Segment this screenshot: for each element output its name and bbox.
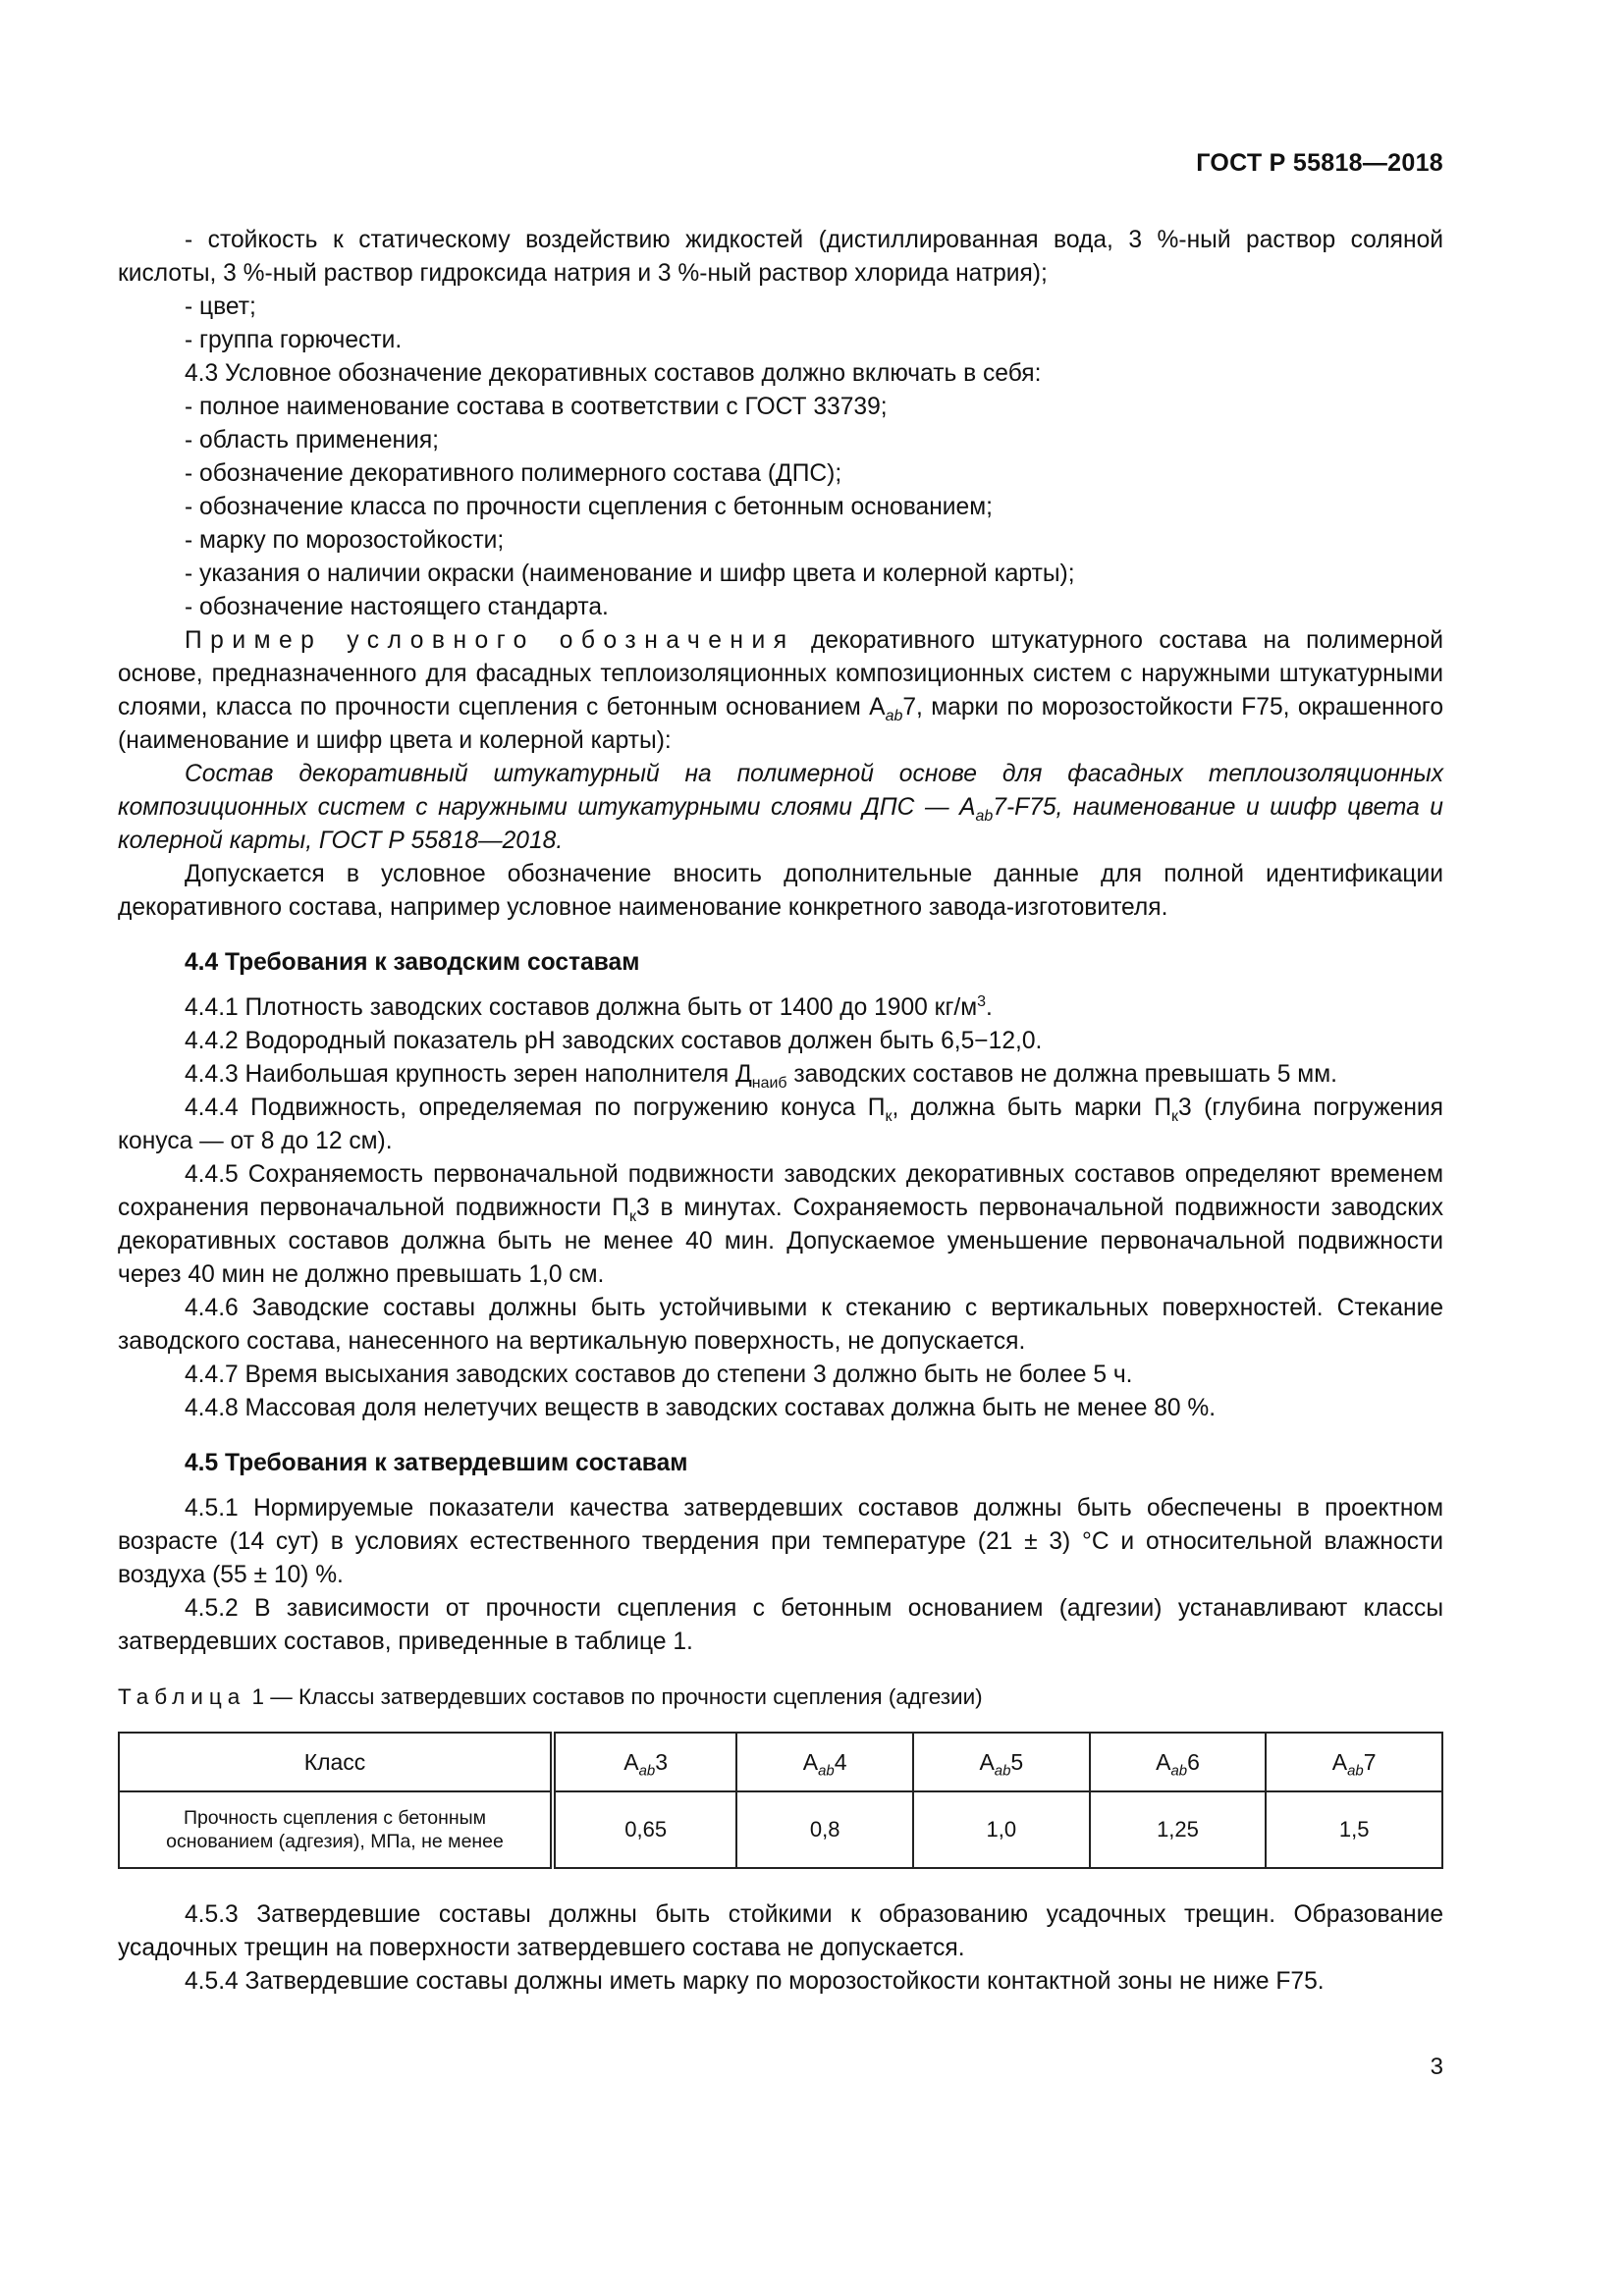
table-row [119, 1791, 1442, 1868]
paragraph-4-4-6: 4.4.6 Заводские составы должны быть устойчивыми к стеканию с вертикальных поверхностей. Стекание заводского состава, нанесенного на вертикальную поверхность, не допускается. [118, 1295, 1443, 1355]
table-caption: Таблица 1 — Классы затвердевших составов по прочности сцепления (адгезии) [118, 1684, 983, 1709]
list-item: - группа горючести. [185, 327, 403, 353]
class-cell: $A_{ab}7$ [1266, 1733, 1442, 1791]
list-item: - обозначение класса по прочности сцепления с бетонным основанием; [185, 494, 993, 520]
list-item: - марку по морозостойкости; [185, 527, 505, 554]
page-number: 3 [1430, 2054, 1443, 2080]
paragraph-4-4-7: 4.4.7 Время высыхания заводских составов до степени 3 должно быть не более 5 ч. [185, 1362, 1133, 1388]
page-content [118, 224, 1443, 1999]
value-cell: 1,25 [1090, 1791, 1267, 1868]
value-cell: 1,5 [1266, 1791, 1442, 1868]
paragraph-4-5-2: 4.5.2 В зависимости от прочности сцепления с бетонным основанием (адгезии) устанавливают классы затвердевших составов, приведенные в таблице 1. [118, 1595, 1443, 1655]
value-cell: 1,0 [913, 1791, 1090, 1868]
paragraph-4-5-1: 4.5.1 Нормируемые показатели качества затвердевших составов должны быть обеспечены в проектном возрасте (14 сут) в условиях естественного твердения при температуре (21 ± 3) °С и относительной влажности воздуха (55 ± 10) %. [118, 1495, 1443, 1588]
paragraph-allowed: Допускается в условное обозначение вносить дополнительные данные для полной идентификации декоративного состава, например условное наименование конкретного завода-изготовителя. [118, 861, 1443, 921]
paragraph-4-5-3: 4.5.3 Затвердевшие составы должны быть стойкими к образованию усадочных трещин. Образование усадочных трещин на поверхности затвердевшего состава не допускается. [118, 1901, 1443, 1961]
class-cell: $A_{ab}5$ [913, 1733, 1090, 1791]
list-item: - указания о наличии окраски (наименование и шифр цвета и колерной карты); [185, 561, 1075, 587]
section-heading-4-5: 4.5 Требования к затвердевшим составам [185, 1450, 688, 1476]
section-heading-4-4: 4.4 Требования к заводским составам [185, 949, 640, 976]
paragraph-4-4-8: 4.4.8 Массовая доля нелетучих веществ в заводских составах должна быть не менее 80 %. [185, 1395, 1217, 1421]
list-item: - обозначение настоящего стандарта. [185, 594, 609, 620]
class-cell: $A_{ab}3$ [553, 1733, 736, 1791]
table-row [119, 1733, 1442, 1791]
list-item: - стойкость к статическому воздействию жидкостей (дистиллированная вода, 3 %-ный раствор соляной кислоты, 3 %-ный раствор гидроксида натрия и 3 %-ный раствор хлорида натрия); [118, 227, 1443, 287]
value-cell: 0,8 [736, 1791, 913, 1868]
paragraph-4-4-5: 4.4.5 Сохраняемость первоначальной подвижности заводских декоративных составов определяют временем сохранения первоначальной подвижности $П_к3$ в минутах. Сохраняемость первоначальной подвижности заводских декоративных составов должна быть не менее 40 мин. Допускаемое уменьшение первоначальной подвижности через 40 мин не должно превышать 1,0 см. [118, 1161, 1443, 1288]
paragraph-4-5-4: 4.5.4 Затвердевшие составы должны иметь марку по морозостойкости контактной зоны не ниже F75. [185, 1968, 1325, 1995]
paragraph-4-4-2: 4.4.2 Водородный показатель pH заводских составов должен быть 6,5−12,0. [185, 1028, 1043, 1054]
document-header: ГОСТ Р 55818—2018 [1196, 149, 1443, 177]
class-cell: $A_{ab}4$ [736, 1733, 913, 1791]
paragraph-4-4-3: 4.4.3 Наибольшая крупность зерен наполнителя $Д_{наиб}$ заводских составов не должна превышать 5 мм. [185, 1061, 1337, 1092]
list-item: - цвет; [185, 294, 256, 320]
table-header-cell: Класс [119, 1733, 553, 1791]
paragraph-4-4-4: 4.4.4 Подвижность, определяемая по погружению конуса $П_к$, должна быть марки $П_к3$ (глубина погружения конуса — от 8 до 12 см). [118, 1095, 1443, 1154]
paragraph-4-4-1: 4.4.1 Плотность заводских составов должна быть от 1400 до 1900 $кг/м^3$. [185, 992, 993, 1021]
value-cell: 0,65 [553, 1791, 736, 1868]
class-cell: $A_{ab}6$ [1090, 1733, 1267, 1791]
list-item: - обозначение декоративного полимерного состава (ДПС); [185, 460, 842, 487]
designation-example-italic: Состав декоративный штукатурный на полимерной основе для фасадных теплоизоляционных композиционных систем с наружными штукатурными слоями ДПС — $A_{ab}7-F75$, наименование и шифр цвета и колерной карты, ГОСТ Р 55818—2018. [118, 761, 1443, 854]
example-label: Пример условного обозначения [185, 627, 795, 654]
list-item: - полное наименование состава в соответствии с ГОСТ 33739; [185, 394, 888, 420]
paragraph-4-3: 4.3 Условное обозначение декоративных составов должно включать в себя: [185, 360, 1042, 387]
classes-table [118, 1732, 1443, 1869]
list-item: - область применения; [185, 427, 439, 454]
designation-example: Пример условного обозначения декоративного штукатурного состава на полимерной основе, предназначенного для фасадных теплоизоляционных композиционных систем с наружными штукатурными слоями, класса по прочности сцепления с бетонным основанием $A_{ab}7$, марки по морозостойкости F75, окрашенного (наименование и шифр цвета и колерной карты): [118, 627, 1444, 754]
table-row-label: Прочность сцепления с бетонным основанием (адгезия), МПа, не менее [119, 1791, 553, 1868]
